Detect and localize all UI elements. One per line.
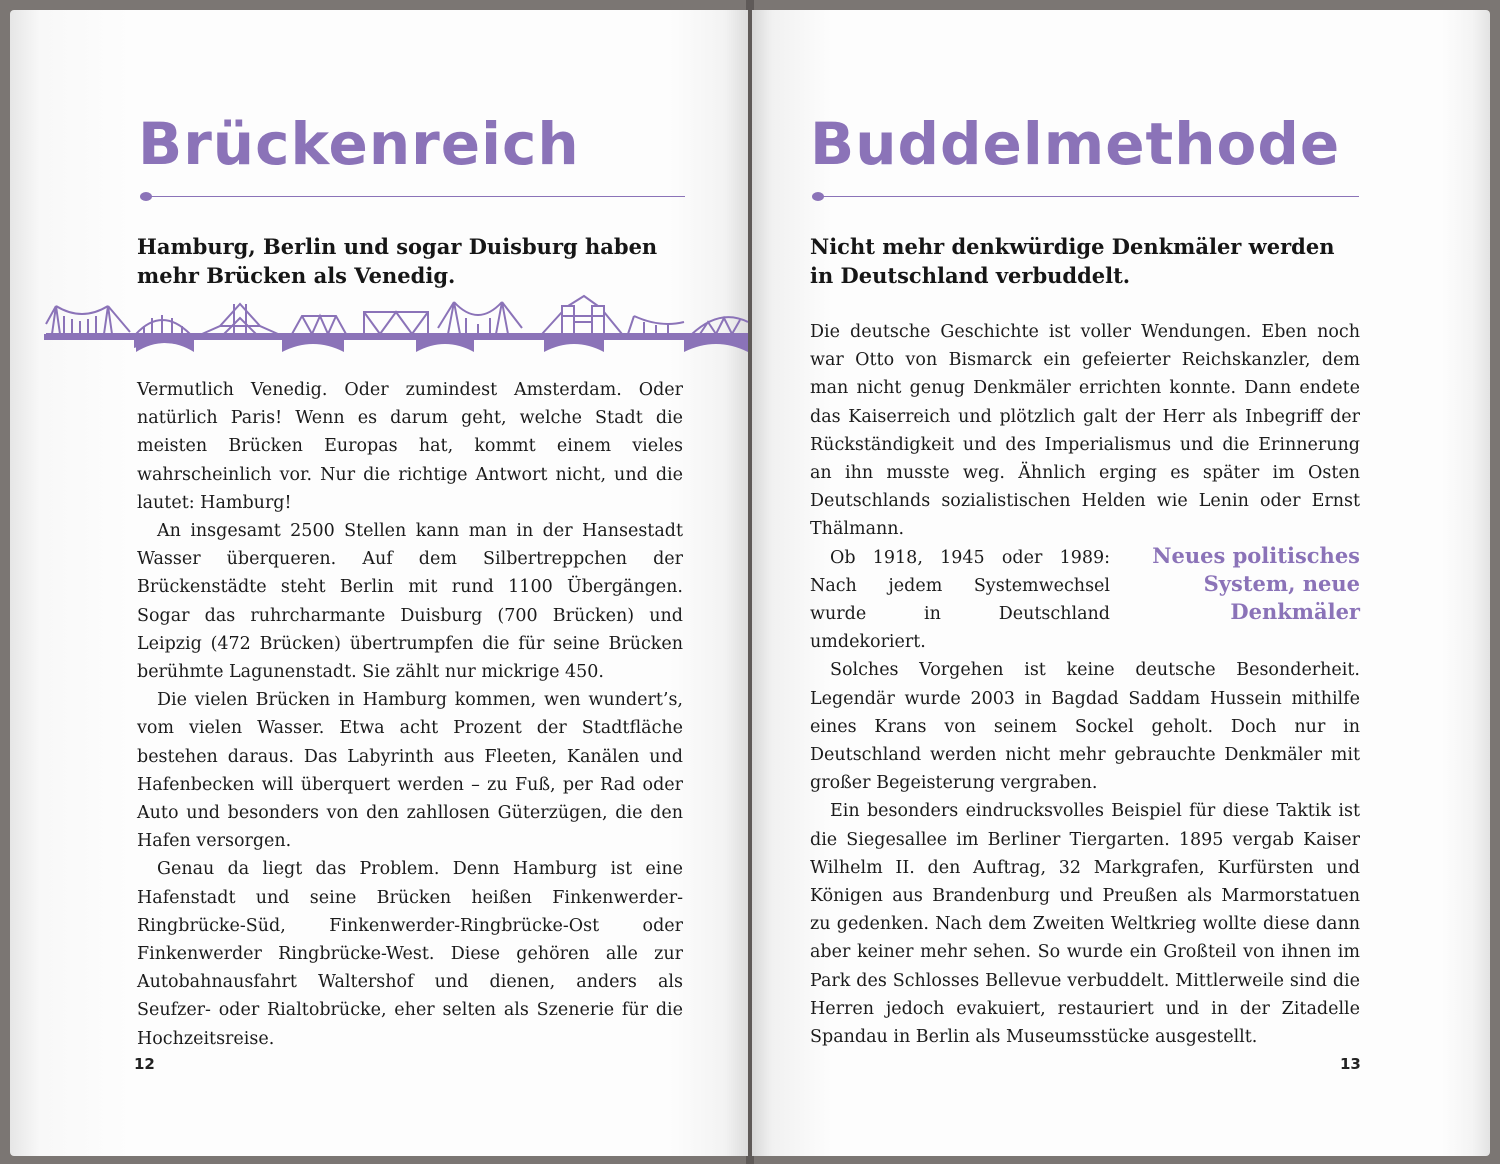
left-page bbox=[10, 10, 748, 1156]
title-rule bbox=[140, 190, 685, 204]
article-body bbox=[137, 376, 683, 1053]
bridge-skyline-illustration bbox=[44, 292, 748, 360]
paragraph: Die deutsche Geschichte ist voller Wendungen. Eben noch war Otto von Bismarck ein gefeierter Reichskanzler, dem man nicht genug Denkmäler errichten konnte. Dann endete das Kaiserreich und plötzlich galt der Herr als Inbegriff der Rückständigkeit und des Imperialismus und die Erinnerung an ihn musste weg. Ähnlich erging es später im Osten Deutschlands sozialistischen Helden wie Lenin oder Ernst Thälmann. bbox=[810, 322, 1360, 540]
rule-line bbox=[822, 196, 1359, 197]
chapter-title: Brückenreich bbox=[138, 110, 580, 178]
chapter-title: Buddelmethode bbox=[810, 110, 1341, 178]
lead-sentence: Hamburg, Berlin und sogar Duisburg haben mehr Brücken als Venedig. bbox=[137, 234, 658, 288]
paragraph: Solches Vorgehen ist keine deutsche Besonderheit. Legendär wurde 2003 in Bagdad Saddam Hussein mithilfe eines Krans von seinem Sockel geholt. Doch nur in Deutschland werden nicht mehr gebrauchte Denkmäler mit großer Begeisterung vergraben. bbox=[810, 660, 1360, 794]
page-number: 12 bbox=[134, 1055, 155, 1073]
article-body bbox=[810, 318, 1360, 1051]
rule-line bbox=[150, 196, 685, 197]
title-rule bbox=[812, 190, 1359, 204]
right-page bbox=[752, 10, 1490, 1156]
paragraph: Ein besonders eindrucksvolles Beispiel für diese Taktik ist die Siegesallee im Berliner Tiergarten. 1895 vergab Kaiser Wilhelm II. den Auftrag, 32 Markgrafen, Kurfürsten und Königen aus Brandenburg und Preußen als Marmorstatuen zu gedenken. Nach dem Zweiten Weltkrieg wollte diese dann aber keiner mehr sehen. So wurde ein Großteil von ihnen im Park des Schlosses Bellevue verbuddelt. Mittlerweile sind die Herren jedoch evakuiert, restauriert und in der Zitadelle Spandau in Berlin als Museumsstücke ausgestellt. bbox=[810, 801, 1360, 1048]
paragraph: An insgesamt 2500 Stellen kann man in der Hansestadt Wasser überqueren. Auf dem Silbertreppchen der Brückenstädte steht Berlin mit rund 1100 Übergängen. Sogar das ruhrcharmante Duisburg (700 Brücken) und Leipzig (472 Brücken) übertrumpfen die für seine Brücken berühmte Lagunenstadt. Sie zählt nur mickrige 450. bbox=[137, 521, 683, 683]
paragraph: Vermutlich Venedig. Oder zumindest Amsterdam. Oder natürlich Paris! Wenn es darum geht, welche Stadt die meisten Brücken Europas hat, kommt einem vieles wahrscheinlich vor. Nur die richtige Antwort nicht, und die lautet: Hamburg! bbox=[137, 380, 683, 513]
paragraph: Die vielen Brücken in Hamburg kommen, wen wundert’s, vom vielen Wasser. Etwa acht Prozent der Stadtfläche bestehen daraus. Das Labyrinth aus Fleeten, Kanälen und Hafenbecken will überquert werden – zu Fuß, per Rad oder Auto und besonders von den zahllosen Güterzügen, die den Hafen versorgen. bbox=[137, 690, 683, 852]
paragraph: Ob 1918, 1945 oder 1989: Nach jedem Systemwechsel wurde in Deutschland umdekoriert. bbox=[810, 547, 1110, 653]
pull-quote: Neues politisches System, neue Denkmäler bbox=[1152, 542, 1360, 625]
page-number: 13 bbox=[1340, 1055, 1361, 1073]
lead-sentence: Nicht mehr denkwürdige Denkmäler werden in Deutschland verbuddelt. bbox=[810, 234, 1335, 288]
paragraph: Genau da liegt das Problem. Denn Hamburg ist eine Hafenstadt und seine Brücken heißen Finkenwerder-Ringbrücke-Süd, Finkenwerder-Ringbrücke-Ost oder Finkenwerder Ringbrücke-West. Diese gehören alle zur Autobahnausfahrt Waltershof und dienen, anders als Seufzer- oder Rialtobrücke, eher selten als Szenerie für die Hochzeitsreise. bbox=[137, 859, 683, 1049]
